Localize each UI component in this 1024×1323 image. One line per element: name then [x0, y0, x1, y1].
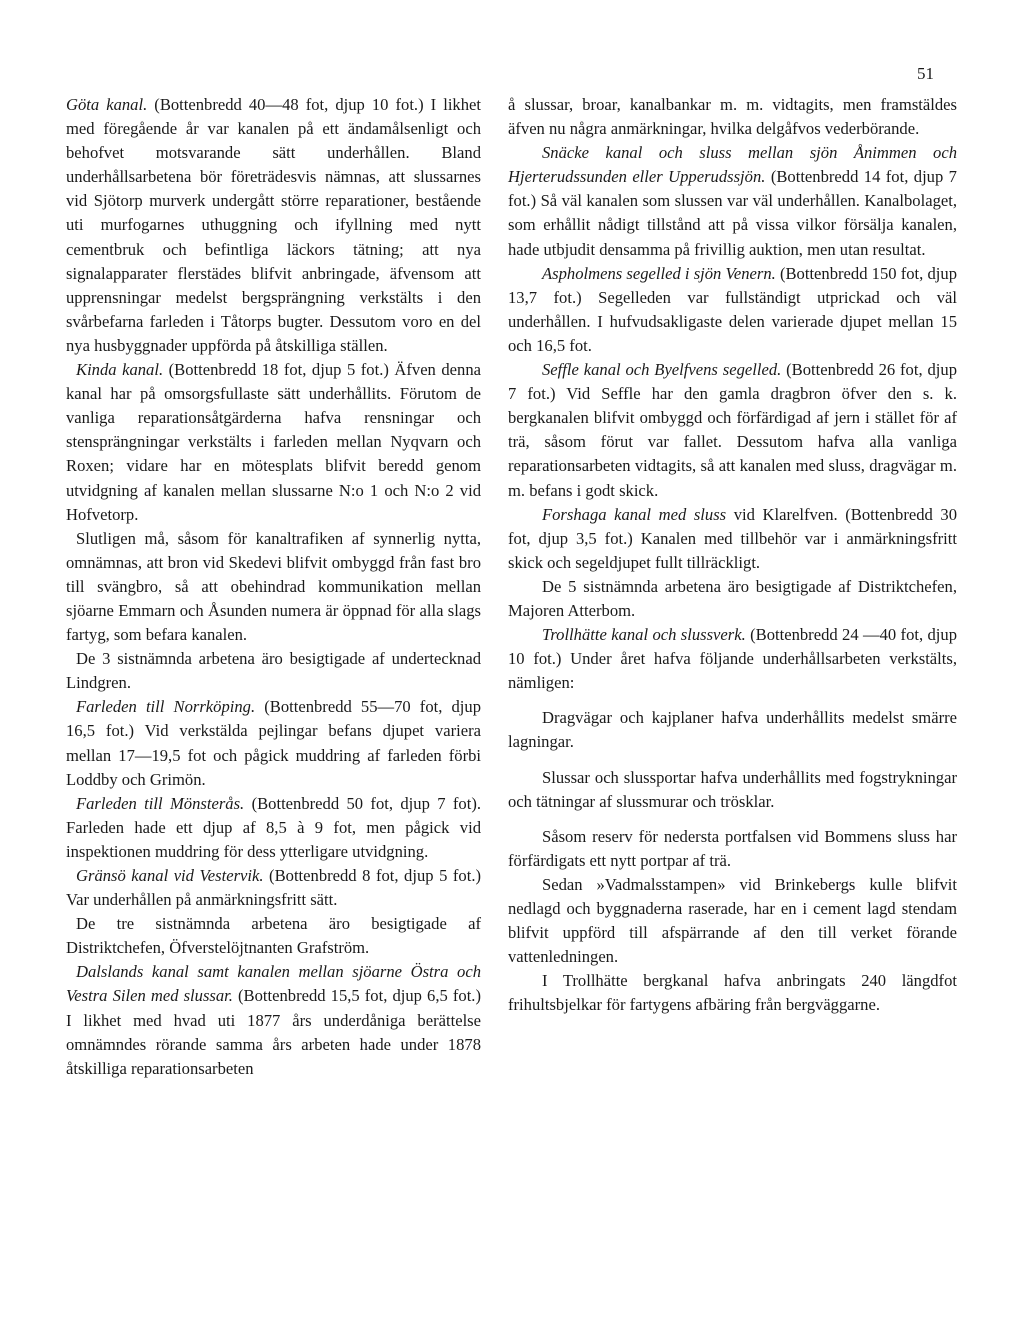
paragraph-slussar: [508, 766, 957, 814]
heading-trollhatte-kanal: Trollhätte kanal och slussverk.: [542, 625, 746, 645]
paragraph-skedevi-bro: [66, 527, 481, 647]
paragraph-snacke-kanal: [508, 141, 957, 261]
text-granso-kanal: (Bottenbredd 8 fot, djup 5 fot.) Var underhållen på anmärkningsfritt sätt.: [66, 866, 481, 910]
text-trollhatte-kanal: (Bottenbredd 24 —40 fot, djup 10 fot.) Under året hafva följande underhållsarbeten verkstälts, nämligen:: [508, 625, 957, 693]
paragraph-farleden-norrkoping: [66, 695, 481, 791]
heading-kinda-kanal: Kinda kanal.: [76, 360, 164, 380]
text-farleden-norrkoping: (Bottenbredd 55—70 fot, djup 16,5 fot.) Vid verkstälda pejlingar befans djupet variera mellan 17—19,5 fot och pågick muddring af farleden förbi Loddby och Grimön.: [66, 697, 482, 789]
text-dragvagar: Dragvägar och kajplaner hafva underhållits medelst smärre lagningar.: [508, 708, 957, 752]
text-continued: å slussar, broar, kanalbankar m. m. vidtagits, men framstäldes äfven nu några anmärkningar, hvilka delgåfvos vederbörande.: [508, 95, 957, 139]
heading-aspholmens-segelled: Aspholmens segelled i sjön Venern.: [542, 263, 776, 283]
text-snacke-kanal: (Bottenbredd 14 fot, djup 7 fot.) Så väl kanalen som slussen var väl underhållen. Kanalbolaget, som erhållit nådigt tillstånd att på vissa vilkor försälja kanalen, hade utbjudit densamma på frivillig auktion, men utan resultat.: [508, 167, 957, 259]
text-seffle-kanal: (Bottenbredd 26 fot, djup 7 fot.) Vid Seffle har den gamla dragbron öfver den s. k. bergkanalen blifvit ombyggd och förfärdigad af jern i stället för af trä, såsom förut var fallet. Dessutom hafva alla vanliga reparationsarbeten vidtagits, så att kanalen med sluss, dragvägar m. m. befans i godt skick.: [508, 360, 957, 500]
text-vadmalsstampen: Sedan »Vadmalsstampen» vid Brinkebergs kulle blifvit nedlagd och byggnaderna raserade, har en i cement lagd stendam blifvit uppförd till afspärrande af den till verket förande vattenledningen.: [508, 874, 957, 967]
left-column: [66, 93, 481, 1081]
paragraph-besigtigade-lindgren: [66, 647, 481, 695]
text-gota-kanal: (Bottenbredd 40—48 fot, djup 10 fot.) I likhet med föregående år var kanalen på ett ändamålsenligt och behofvet motsvarande sätt underhållen. Bland underhållsarbetena bör företrädesvis nämnas, att slussarnes vid Sjötorp murverk undergått större reparationer, bestående uti murfogarnes uthuggning och ifyllning med nytt cementbruk och befintliga läckors tätning; att nya signalapparater flerstädes blifvit anbringade, äfvensom att upprensningar medelst bergsprängning verkstälts i den svårbefarna farleden i Tåtorps bugter. Dessutom voro en del nya husbyggnader uppförda på åtskilliga ställen.: [66, 95, 481, 355]
heading-farleden-norrkoping: Farleden till Norrköping.: [76, 697, 256, 717]
heading-gota-kanal: Göta kanal.: [66, 95, 148, 114]
paragraph-vadmalsstampen: [508, 873, 957, 969]
paragraph-granso-kanal: [66, 864, 481, 912]
heading-dalslands-kanal: Dalslands kanal samt kanalen mellan sjöarne Östra och Vestra Silen med slussar.: [66, 962, 481, 1006]
paragraph-aspholmens-segelled: [508, 262, 957, 358]
paragraph-seffle-kanal: [508, 358, 957, 503]
text-forshaga-kanal: vid Klarelfven. (Bottenbredd 30 fot, djup 3,5 fot.) Kanalen med tillbehör var i anmärkningsfritt skick och segeldjupet fullt tillräckligt.: [508, 504, 957, 572]
paragraph-farleden-monsteras: [66, 792, 481, 864]
paragraph-besigtigade-atterbom: [508, 575, 957, 623]
page-number: 51: [917, 64, 934, 83]
text-besigtigade-lindgren: De 3 sistnämnda arbetena äro besigtigade af undertecknad Lindgren.: [66, 649, 481, 693]
paragraph-gota-kanal: [66, 93, 481, 358]
text-slussar: Slussar och slussportar hafva underhållits med fogstrykningar och tätningar af slussmurar och trösklar.: [508, 767, 957, 811]
paragraph-dalslands-kanal: [66, 960, 481, 1080]
paragraph-kinda-kanal: [66, 358, 481, 527]
heading-farleden-monsteras: Farleden till Mönsterås.: [76, 793, 245, 813]
paragraph-bergkanal: [508, 969, 957, 1017]
heading-seffle-kanal: Seffle kanal och Byelfvens segelled.: [542, 360, 782, 380]
text-dalslands-kanal: (Bottenbredd 15,5 fot, djup 6,5 fot.) I likhet med hvad uti 1877 års underdåniga berättelse omnämndes rörande samma års arbeten hade under 1878 åtskilliga reparationsarbeten: [66, 986, 481, 1078]
paragraph-dragvagar: [508, 706, 957, 754]
paragraph-continued: [508, 93, 957, 141]
paragraph-reserv: [508, 825, 957, 873]
text-reserv: Såsom reserv för nedersta portfalsen vid Bommens sluss har förfärdigats ett nytt portpar af trä.: [508, 826, 957, 870]
text-besigtigade-grafstrom: De tre sistnämnda arbetena äro besigtigade af Distriktchefen, Öfverstelöjtnanten Grafström.: [66, 914, 481, 958]
heading-forshaga-kanal: Forshaga kanal med sluss: [542, 504, 727, 524]
paragraph-besigtigade-grafstrom: [66, 912, 481, 960]
text-besigtigade-atterbom: De 5 sistnämnda arbetena äro besigtigade af Distriktchefen, Majoren Atterbom.: [508, 576, 957, 620]
heading-granso-kanal: Gränsö kanal vid Vestervik.: [76, 866, 264, 885]
paragraph-trollhatte-kanal: [508, 623, 957, 695]
text-kinda-kanal: (Bottenbredd 18 fot, djup 5 fot.) Äfven denna kanal har på omsorgsfullaste sätt underhållits. Förutom de vanliga reparationsåtgärderna hafva rensningar och stensprängningar verkstälts i farleden mellan Nyqvarn och Roxen; vidare har en mötesplats blifvit beredd genom utvidgning af kanalen mellan slussarne N:o 1 och N:o 2 vid Hofvetorp.: [66, 360, 481, 524]
paragraph-forshaga-kanal: [508, 503, 957, 575]
text-bergkanal: I Trollhätte bergkanal hafva anbringats 240 längdfot frihultsbjelkar för fartygens afbäring från bergväggarne.: [508, 971, 957, 1015]
heading-snacke-kanal: Snäcke kanal och sluss mellan sjön Ånimmen och Hjerterudssunden eller Upperudssjön.: [508, 143, 957, 187]
text-skedevi-bro: Slutligen må, såsom för kanaltrafiken af synnerlig nytta, omnämnas, att bron vid Skedevi blifvit ombyggd från fast bro till svängbro, så att obehindrad kommunikation mellan sjöarne Emmarn och Åsunden numera är öppnad för alla slags fartyg, som befara kanalen.: [66, 528, 481, 645]
text-farleden-monsteras: (Bottenbredd 50 fot, djup 7 fot). Farleden hade ett djup af 8,5 à 9 fot, men pågick vid inspektionen muddring för dess ytterligare utvidgning.: [66, 793, 481, 861]
right-column: [508, 93, 957, 1017]
text-aspholmens-segelled: (Bottenbredd 150 fot, djup 13,7 fot.) Segelleden var fullständigt utprickad och väl underhållen. I hufvudsakligaste delen varierade djupet mellan 15 och 16,5 fot.: [508, 263, 957, 355]
